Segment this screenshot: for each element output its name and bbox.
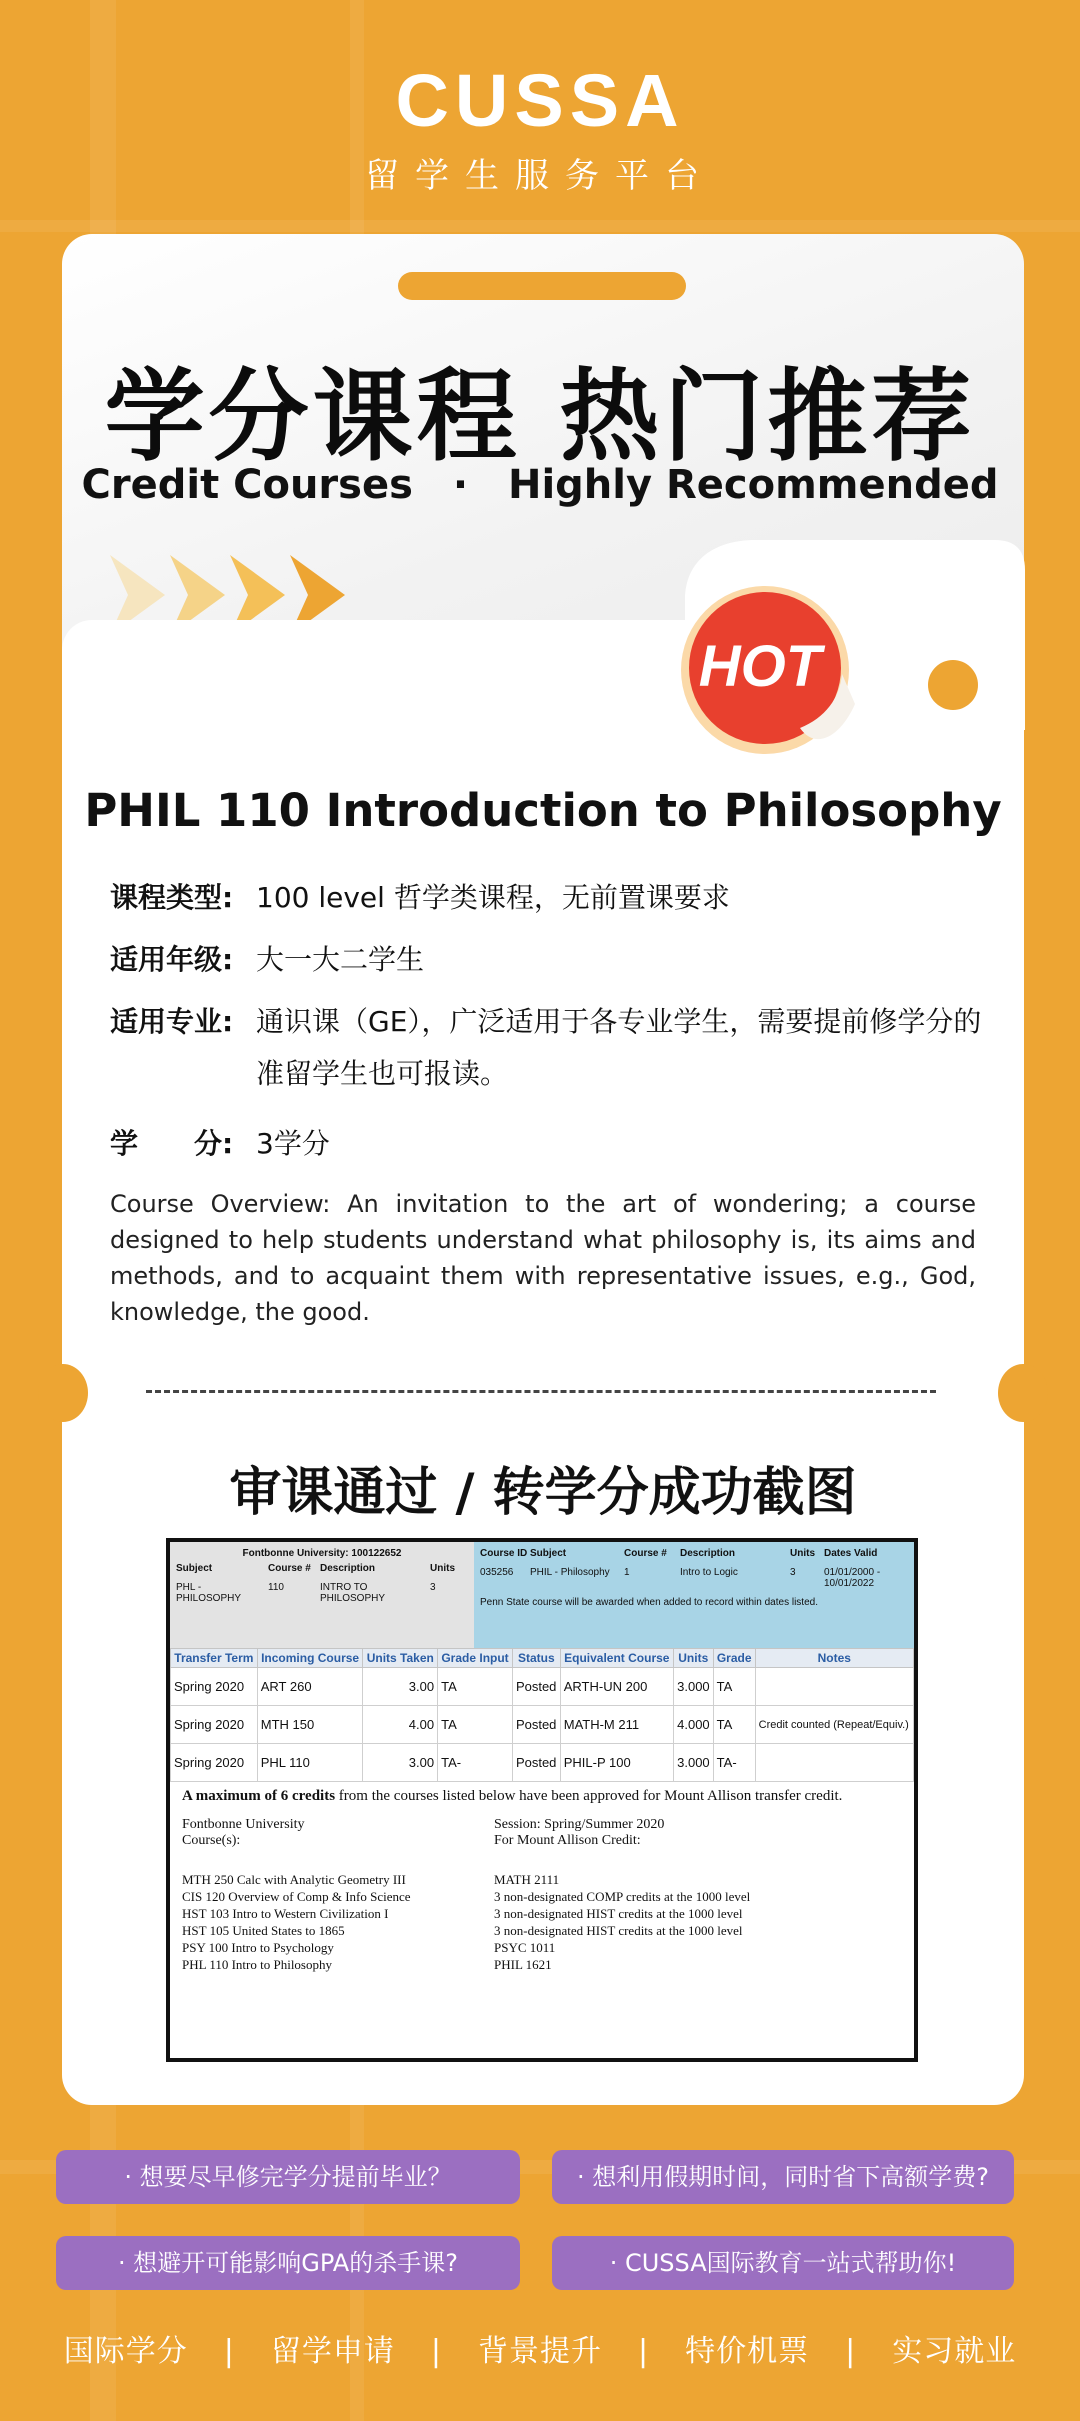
penn-state-note: Penn State course will be awarded when added to record within dates listed.	[480, 1597, 818, 1608]
right-col-header: Dates Valid	[824, 1548, 878, 1559]
left-col-header: Units	[430, 1563, 455, 1574]
course-title: PHIL 110 Introduction to Philosophy	[84, 784, 1002, 837]
approval-rest: from the courses listed below have been approved for Mount Allison transfer credit.	[335, 1788, 843, 1804]
table-cell: Credit counted (Repeat/Equiv.)	[755, 1706, 913, 1744]
hot-badge-icon	[650, 578, 880, 768]
right-cell: PHIL - Philosophy	[530, 1567, 610, 1578]
footer-separator: |	[430, 2334, 442, 2369]
transfer-table	[170, 1648, 914, 1782]
transfer-credit-screenshot	[166, 1538, 918, 2062]
left-cell: INTRO TO PHILOSOPHY	[320, 1582, 386, 1604]
english-subtitle	[0, 462, 1080, 508]
table-cell: Spring 2020	[171, 1706, 258, 1744]
promo-button-cussa-help[interactable]: · CUSSA国际教育一站式帮助你!	[552, 2236, 1014, 2290]
promo-button-graduate-early[interactable]: · 想要尽早修完学分提前毕业？	[56, 2150, 520, 2204]
table-row	[171, 1706, 914, 1744]
table-cell: Spring 2020	[171, 1744, 258, 1782]
table-cell: TA-	[713, 1744, 755, 1782]
table-cell: 4.00	[363, 1706, 438, 1744]
course-overview: Course Overview: An invitation to the art of wondering; a course designed to help students understand what philosophy is, its aims and methods, and to acquaint them with representative issues, e.g., God, knowledge, the good.	[110, 1190, 976, 1326]
from-course: HST 105 United States to 1865	[182, 1923, 345, 1938]
course-major-value: 通识课（GE），广泛适用于各专业学生，需要提前修学分的准留学生也可报读。	[256, 1005, 982, 1090]
course-type-label: 课程类型:	[110, 881, 234, 914]
course-major-row	[110, 996, 982, 1100]
right-col-header: Description	[680, 1548, 736, 1559]
table-cell: TA	[438, 1668, 513, 1706]
subtitle-right: Highly Recommended	[507, 462, 999, 508]
penn-state-panel	[474, 1542, 914, 1648]
from-label: Course(s):	[182, 1833, 241, 1848]
right-cell: 1	[624, 1567, 630, 1578]
ticket-notch-right	[998, 1364, 1048, 1422]
footer-separator: |	[845, 2334, 857, 2369]
ticket-notch-left	[38, 1364, 88, 1422]
table-cell: PHIL-P 100	[560, 1744, 673, 1782]
right-col-header: Subject	[530, 1548, 567, 1559]
subtitle-left: Credit Courses	[81, 462, 413, 508]
to-course: PHIL 1621	[494, 1957, 552, 1972]
table-cell: 3.000	[673, 1668, 713, 1706]
from-label: Fontbonne University	[182, 1817, 305, 1832]
table-cell	[755, 1744, 913, 1782]
footer-item-applications[interactable]: 留学申请	[270, 2334, 395, 2369]
table-header: Grade	[713, 1649, 755, 1668]
table-header: Equivalent Course	[560, 1649, 673, 1668]
table-row	[171, 1668, 914, 1706]
table-header: Status	[512, 1649, 560, 1668]
footer-separator: |	[638, 2334, 650, 2369]
course-credit-value: 3学分	[256, 1127, 330, 1160]
from-course: MTH 250 Calc with Analytic Geometry III	[182, 1872, 406, 1887]
left-cell: 3	[430, 1582, 436, 1593]
from-course: HST 103 Intro to Western Civilization I	[182, 1906, 389, 1921]
table-cell	[755, 1668, 913, 1706]
to-label: For Mount Allison Credit:	[494, 1833, 641, 1848]
course-grade-value: 大一大二学生	[256, 943, 425, 976]
course-type-row	[110, 872, 982, 924]
footer-item-credits[interactable]: 国际学分	[63, 2334, 188, 2369]
to-course: 3 non-designated HIST credits at the 1000 level	[494, 1923, 743, 1938]
approval-bold: A maximum of 6 credits	[182, 1788, 336, 1804]
table-cell: 3.00	[363, 1744, 438, 1782]
table-header: Units Taken	[363, 1649, 438, 1668]
table-cell: 3.00	[363, 1668, 438, 1706]
right-cell: 3	[790, 1567, 796, 1578]
footer-item-internships[interactable]: 实习就业	[892, 2334, 1017, 2369]
table-cell: TA	[713, 1668, 755, 1706]
header-pill	[398, 272, 686, 300]
table-cell: ARTH-UN 200	[560, 1668, 673, 1706]
promo-button-avoid-hard-courses[interactable]: · 想避开可能影响GPA的杀手课?	[56, 2236, 520, 2290]
footer-item-tickets[interactable]: 特价机票	[685, 2334, 810, 2369]
brand-subtitle: 留学生服务平台	[365, 156, 715, 196]
course-grade-row	[110, 934, 982, 986]
fontbonne-panel	[170, 1542, 474, 1648]
table-cell: TA	[438, 1706, 513, 1744]
table-cell: Spring 2020	[171, 1668, 258, 1706]
from-course: PSY 100 Intro to Psychology	[182, 1940, 334, 1955]
table-cell: MATH-M 211	[560, 1706, 673, 1744]
right-cell: 035256	[480, 1567, 514, 1578]
table-header: Units	[673, 1649, 713, 1668]
footer-separator: |	[223, 2334, 235, 2369]
table-cell: Posted	[512, 1668, 560, 1706]
to-course: 3 non-designated COMP credits at the 1000 level	[494, 1889, 751, 1904]
from-course: CIS 120 Overview of Comp & Info Science	[182, 1889, 411, 1904]
table-row	[171, 1744, 914, 1782]
table-cell: ART 260	[257, 1668, 363, 1706]
table-cell: TA-	[438, 1744, 513, 1782]
table-cell: Posted	[512, 1706, 560, 1744]
to-course: MATH 2111	[494, 1872, 560, 1887]
course-credit-row	[110, 1118, 982, 1170]
to-course: PSYC 1011	[494, 1940, 556, 1955]
section-title: 审课通过 / 转学分成功截图	[229, 1463, 857, 1523]
right-cell: Intro to Logic	[680, 1567, 738, 1578]
to-label: Session: Spring/Summer 2020	[494, 1817, 665, 1832]
left-cell: PHL - PHILOSOPHY	[176, 1582, 242, 1604]
from-course: PHL 110 Intro to Philosophy	[182, 1957, 332, 1972]
right-col-header: Units	[790, 1548, 815, 1559]
table-cell: 3.000	[673, 1744, 713, 1782]
table-cell: Posted	[512, 1744, 560, 1782]
decorative-dot	[928, 660, 978, 710]
left-col-header: Course #	[268, 1563, 311, 1574]
hot-text: HOT	[698, 634, 822, 699]
promo-button-save-tuition[interactable]: · 想利用假期时间，同时省下高额学费?	[552, 2150, 1014, 2204]
subtitle-dot: ·	[452, 462, 469, 508]
left-col-header: Description	[320, 1563, 376, 1574]
table-cell: PHL 110	[257, 1744, 363, 1782]
course-major-label: 适用专业:	[110, 1005, 234, 1038]
left-col-header: Subject	[176, 1563, 213, 1574]
footer-nav	[0, 2326, 1080, 2370]
page-title: 学分课程 热门推荐	[104, 358, 976, 475]
fontbonne-header: Fontbonne University: 100122652	[242, 1548, 402, 1559]
right-cell: 01/01/2000 - 10/01/2022	[824, 1567, 881, 1589]
table-cell: MTH 150	[257, 1706, 363, 1744]
course-type-value: 100 level 哲学类课程，无前置课要求	[256, 881, 730, 914]
right-col-header: Course #	[624, 1548, 667, 1559]
table-cell: TA	[713, 1706, 755, 1744]
table-cell: 4.000	[673, 1706, 713, 1744]
table-header: Grade Input	[438, 1649, 513, 1668]
table-header: Transfer Term	[171, 1649, 258, 1668]
course-credit-label: 学 分:	[110, 1127, 234, 1160]
course-grade-label: 适用年级:	[110, 943, 234, 976]
background-beam	[0, 220, 1080, 232]
to-course: 3 non-designated HIST credits at the 1000 level	[494, 1906, 743, 1921]
approval-note	[170, 1782, 914, 1811]
right-col-header: Course ID	[480, 1548, 528, 1559]
table-header: Notes	[755, 1649, 913, 1668]
dashed-divider	[146, 1390, 936, 1393]
table-header: Incoming Course	[257, 1649, 363, 1668]
footer-item-background[interactable]: 背景提升	[478, 2334, 602, 2369]
left-cell: 110	[268, 1582, 284, 1593]
brand-logo: CUSSA	[395, 59, 685, 142]
